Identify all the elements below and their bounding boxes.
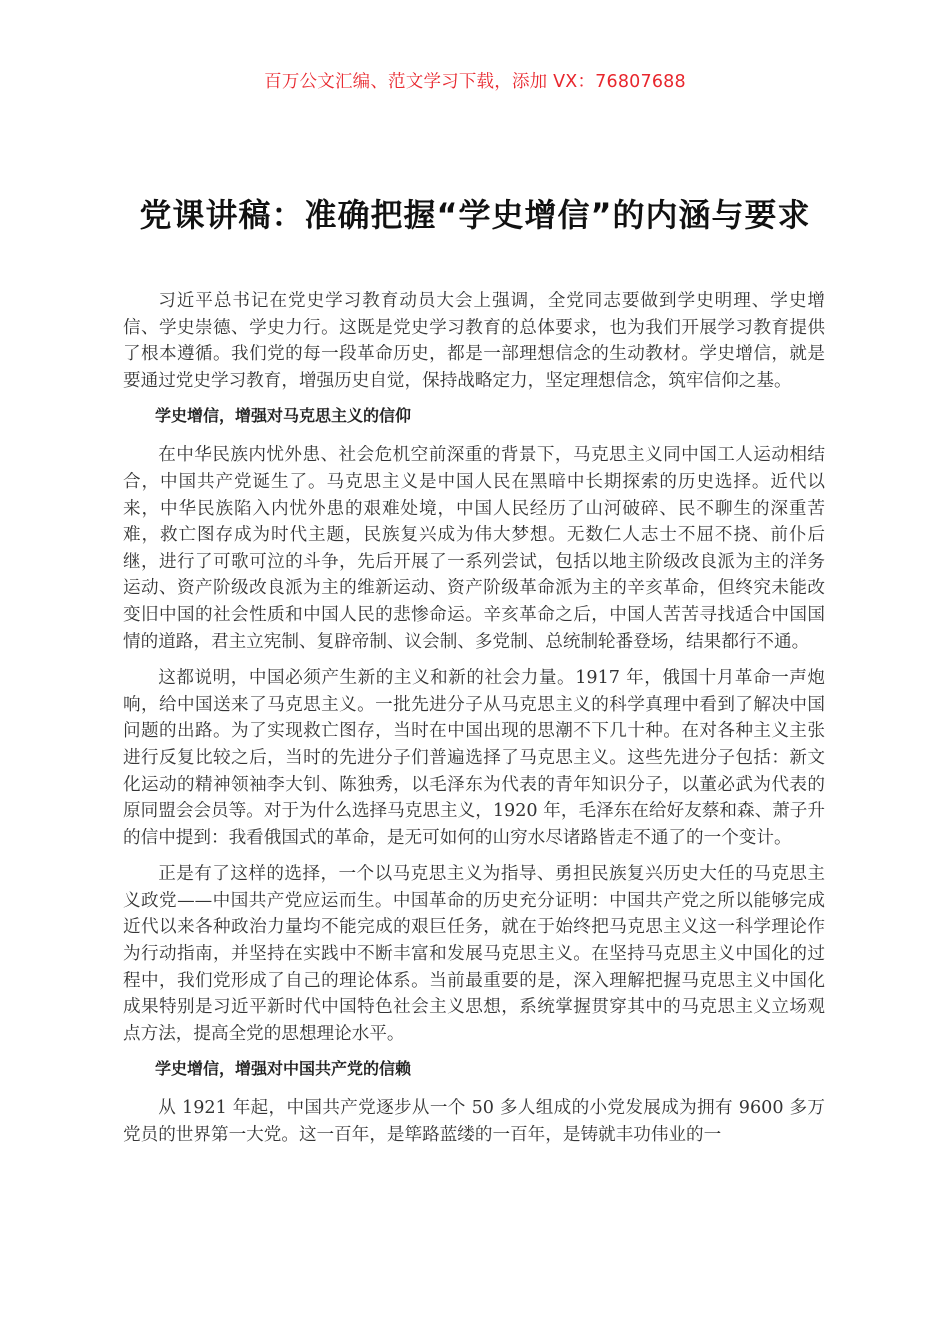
section-heading-party: 学史增信，增强对中国共产党的信赖	[155, 1059, 412, 1079]
document-body	[123, 288, 825, 1159]
watermark-banner: 百万公文汇编、范文学习下载，添加 VX：76807688	[264, 72, 686, 92]
paragraph-intro: 习近平总书记在党史学习教育动员大会上强调，全党同志要做到学史明理、学史增信、学史崇德、学史力行。这既是党史学习教育的总体要求，也为我们开展学习教育提供了根本遵循。我们党的每一段革命历史，都是一部理想信念的生动教材。学史增信，就是要通过党史学习教育，增强历史自觉，保持战略定力，坚定理想信念，筑牢信仰之基。	[123, 291, 825, 391]
document-title: 党课讲稿：准确把握“学史增信”的内涵与要求	[139, 196, 811, 234]
paragraph: 正是有了这样的选择，一个以马克思主义为指导、勇担民族复兴历史大任的马克思主义政党——中国共产党应运而生。中国革命的历史充分证明：中国共产党之所以能够完成近代以来各种政治力量均不能完成的艰巨任务，就在于始终把马克思主义这一科学理论作为行动指南，并坚持在实践中不断丰富和发展马克思主义。在坚持马克思主义中国化的过程中，我们党形成了自己的理论体系。当前最重要的是，深入理解把握马克思主义中国化成果特别是习近平新时代中国特色社会主义思想，系统掌握贯穿其中的马克思主义立场观点方法，提高全党的思想理论水平。	[123, 864, 825, 1044]
paragraph: 这都说明，中国必须产生新的主义和新的社会力量。1917 年，俄国十月革命一声炮响，给中国送来了马克思主义。一批先进分子从马克思主义的科学真理中看到了解决中国问题的出路。为了实现救亡图存，当时在中国出现的思潮不下几十种。在对各种主义主张进行反复比较之后，当时的先进分子们普遍选择了马克思主义。这些先进分子包括：新文化运动的精神领袖李大钊、陈独秀，以毛泽东为代表的青年知识分子，以董必武为代表的原同盟会会员等。对于为什么选择马克思主义，1920 年，毛泽东在给好友蔡和森、萧子升的信中提到：我看俄国式的革命，是无可如何的山穷水尽诸路皆走不通了的一个变计。	[123, 668, 825, 848]
section-heading-marxism: 学史增信，增强对马克思主义的信仰	[155, 406, 412, 426]
paragraph: 从 1921 年起，中国共产党逐步从一个 50 多人组成的小党发展成为拥有 9600 多万党员的世界第一大党。这一百年，是筚路蓝缕的一百年，是铸就丰功伟业的一	[123, 1098, 825, 1146]
paragraph: 在中华民族内忧外患、社会危机空前深重的背景下，马克思主义同中国工人运动相结合，中国共产党诞生了。马克思主义是中国人民在黑暗中长期探索的历史选择。近代以来，中华民族陷入内忧外患的艰难处境，中国人民经历了山河破碎、民不聊生的深重苦难，救亡图存成为时代主题，民族复兴成为伟大梦想。无数仁人志士不屈不挠、前仆后继，进行了可歌可泣的斗争，先后开展了一系列尝试，包括以地主阶级改良派为主的洋务运动、资产阶级改良派为主的维新运动、资产阶级革命派为主的辛亥革命，但终究未能改变旧中国的社会性质和中国人民的悲惨命运。辛亥革命之后，中国人苦苦寻找适合中国国情的道路，君主立宪制、复辟帝制、议会制、多党制、总统制轮番登场，结果都行不通。	[123, 445, 825, 652]
